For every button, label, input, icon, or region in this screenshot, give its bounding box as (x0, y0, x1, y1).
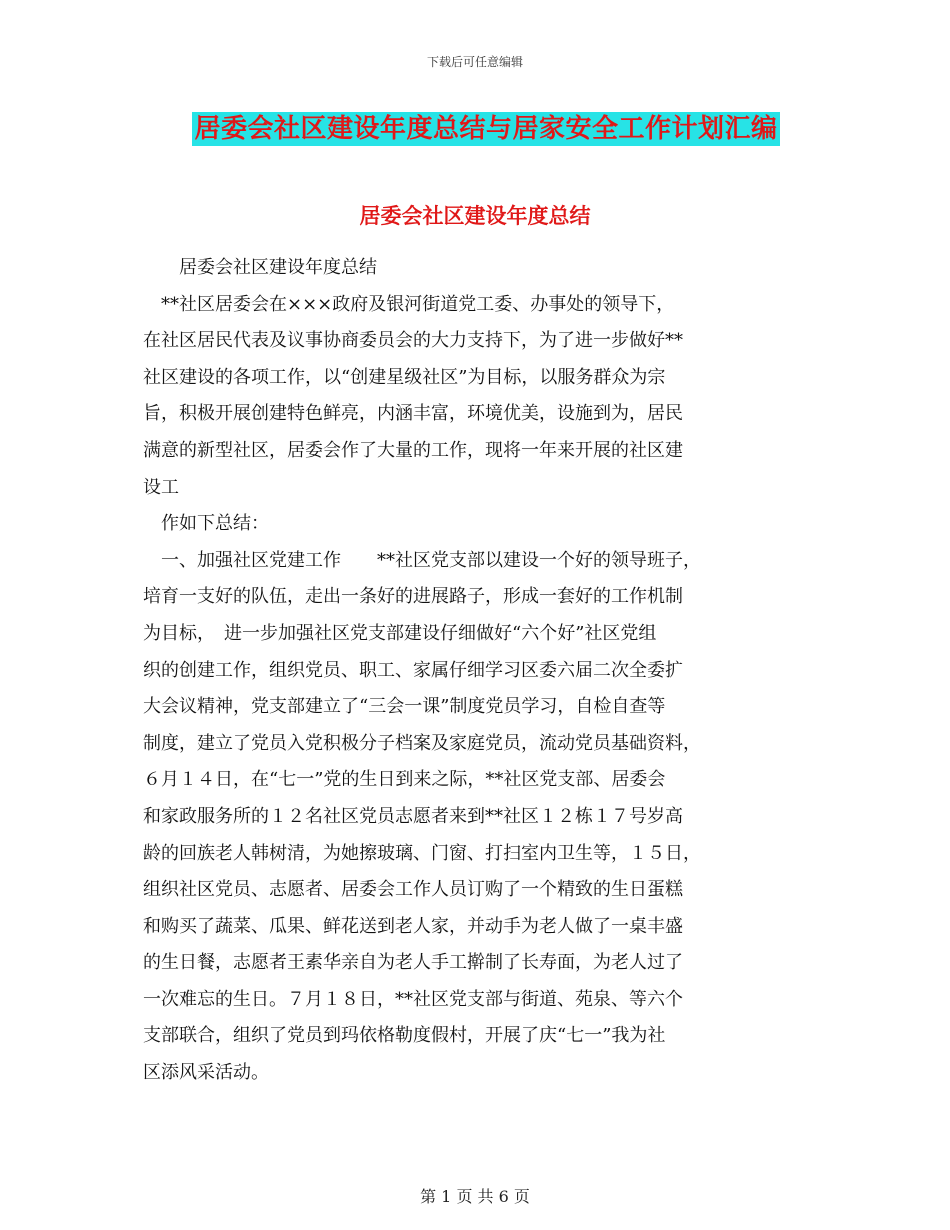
body-line: 一次难忘的生日。７月１８日，**社区党支部与街道、苑泉、等六个 (143, 988, 683, 1010)
body-line: 织的创建工作，组织党员、职工、家属仔细学习区委六届二次全委扩 (143, 659, 683, 681)
body-line: 满意的新型社区，居委会作了大量的工作，现将一年来开展的社区建 (143, 439, 683, 461)
body-line: 制度，建立了党员入党积极分子档案及家庭党员，流动党员基础资料， (143, 732, 701, 754)
body-line: 和家政服务所的１２名社区党员志愿者来到**社区１２栋１７号岁高 (143, 805, 683, 827)
body-line: 支部联合，组织了党员到玛依格勒度假村，开展了庆“七一”我为社 (143, 1025, 666, 1047)
body-line: 培育一支好的队伍，走出一条好的进展路子，形成一套好的工作机制 (143, 586, 683, 608)
page-header-note: 下载后可任意编辑 (426, 55, 523, 69)
body-line: 大会议精神，党支部建立了“三会一课”制度党员学习，自检自查等 (143, 696, 666, 718)
document-body (143, 250, 813, 1092)
body-line: ６月１４日，在“七一”党的生日到来之际，**社区党支部、居委会 (143, 769, 666, 791)
body-line: 在社区居民代表及议事协商委员会的大力支持下，为了进一步做好** (143, 330, 683, 352)
body-line: 和购买了蔬菜、瓜果、鲜花送到老人家，并动手为老人做了一桌丰盛 (143, 915, 683, 937)
body-line: **社区居委会在×××政府及银河街道党工委、办事处的领导下， (143, 293, 675, 315)
body-line: 为目标， 进一步加强社区党支部建设仔细做好“六个好”社区党组 (143, 622, 657, 644)
document-title: 居委会社区建设年度总结与居家安全工作计划汇编 (194, 114, 778, 144)
body-line: 旨，积极开展创建特色鲜亮，内涵丰富，环境优美，设施到为，居民 (143, 403, 683, 425)
document-title-container (0, 112, 950, 146)
body-line: 居委会社区建设年度总结 (143, 257, 377, 278)
body-line: 社区建设的各项工作，以“创建星级社区”为目标，以服务群众为宗 (143, 366, 666, 388)
section-title: 居委会社区建设年度总结 (359, 204, 591, 228)
body-line: 的生日餐，志愿者王素华亲自为老人手工擀制了长寿面，为老人过了 (143, 952, 683, 974)
body-line: 一、加强社区党建工作 **社区党支部以建设一个好的领导班子， (143, 549, 701, 571)
body-line: 区添风采活动。 (143, 1062, 269, 1084)
body-line: 作如下总结： (143, 513, 269, 535)
body-line: 组织社区党员、志愿者、居委会工作人员订购了一个精致的生日蛋糕 (143, 879, 683, 901)
body-line: 龄的回族老人韩树清，为她擦玻璃、门窗、打扫室内卫生等，１５日， (143, 842, 701, 864)
body-line: 设工 (143, 476, 179, 498)
page-number-footer: 第 1 页 共 6 页 (420, 1187, 530, 1206)
